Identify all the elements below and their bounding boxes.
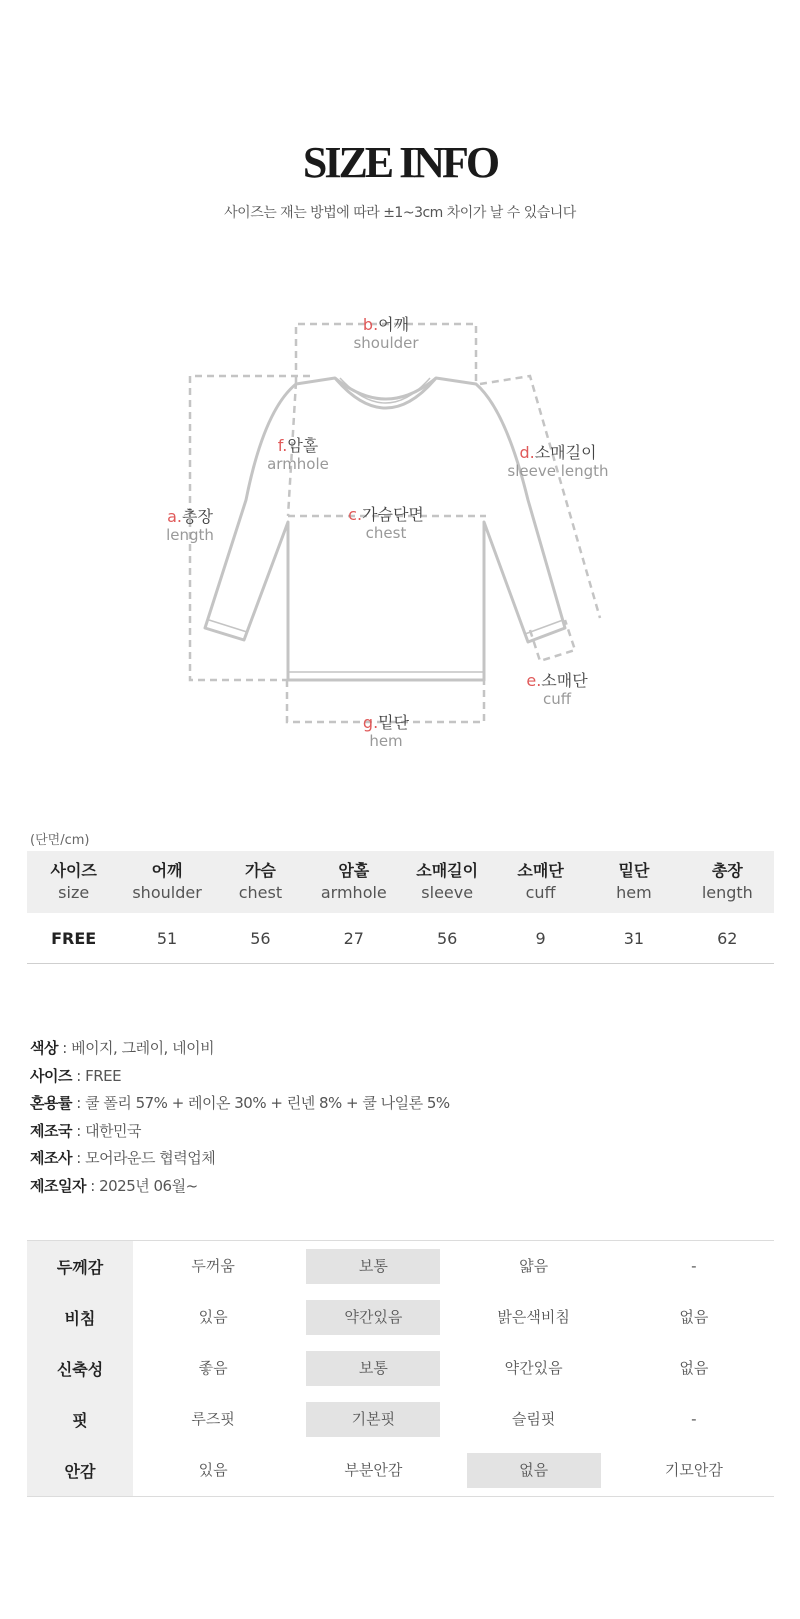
chest-label: c.가슴단면 [348,505,424,524]
attribute-option-cell [293,1241,453,1293]
attribute-option: - [691,1257,697,1275]
attribute-option: 기모안감 [664,1461,723,1479]
length-label: a.총장 [167,507,213,526]
separator: : [71,1094,86,1112]
armhole-label: f.암홀 [277,436,319,455]
attribute-option-cell [614,1343,774,1394]
attribute-option-selected: 없음 [467,1453,601,1488]
unit-note: (단면/cm) [30,833,90,848]
size-table-header [27,851,774,913]
size-header-cell [27,851,120,913]
product-info-label: 색상 [30,1039,58,1057]
attribute-option-selected: 보통 [306,1351,440,1386]
attribute-row [27,1292,774,1343]
size-header-ko: 암홀 [338,861,370,880]
attribute-option: 없음 [679,1359,709,1377]
attribute-option: 없음 [679,1308,709,1326]
attribute-option: 두꺼움 [191,1257,235,1275]
size-table-row [27,913,774,964]
product-info-value: 대한민국 [85,1121,142,1140]
size-cell: 9 [494,913,587,964]
separator: : [85,1176,100,1195]
attribute-label: 안감 [27,1445,133,1497]
product-info-label: 제조사 [30,1149,72,1167]
attribute-option: 루즈핏 [191,1410,235,1428]
size-header-ko: 소매길이 [416,861,479,880]
size-table [27,851,774,964]
fabric-attributes-table [27,1240,774,1497]
sleeve-label: d.소매길이 [519,443,597,462]
attribute-option-cell [614,1241,774,1293]
size-cell: 31 [587,913,680,964]
shoulder-label-en: shoulder [353,334,419,352]
product-info-line [30,1063,450,1091]
attribute-option-cell [133,1343,293,1394]
attribute-option-cell [133,1394,293,1445]
attribute-option-cell [454,1445,614,1497]
size-cell: 51 [120,913,213,964]
product-info-line [30,1118,450,1146]
separator: : [71,1149,86,1167]
attribute-row [27,1394,774,1445]
product-info-value: 2025년 06월~ [99,1176,198,1195]
attribute-option-cell [293,1394,453,1445]
product-info-value: FREE [85,1066,122,1085]
product-info-value: 쿨 폴리 57% + 레이온 30% + 린넨 8% + 쿨 나일론 5% [85,1094,450,1112]
attribute-option-cell [133,1241,293,1293]
product-info-line [30,1090,450,1118]
product-info-line [30,1145,450,1173]
shoulder-label: b.어깨 [362,315,410,334]
attribute-option-cell [293,1343,453,1394]
size-header-en: size [58,883,90,902]
product-info-value: 베이지, 그레이, 네이비 [71,1039,215,1057]
size-header-en: length [701,883,753,902]
size-header-en: sleeve [421,883,474,902]
attribute-option: 있음 [198,1461,228,1479]
product-info [30,1035,450,1200]
hem-label-en: hem [369,732,403,750]
attribute-row [27,1241,774,1293]
size-header-en: cuff [525,883,556,902]
attribute-label: 신축성 [27,1343,133,1394]
attribute-option-cell [614,1292,774,1343]
size-header-ko: 총장 [711,861,743,880]
page-subtitle: 사이즈는 재는 방법에 따라 ±1~3cm 차이가 날 수 있습니다 [224,205,576,221]
sleeve-label-en: sleeve length [507,462,609,480]
armhole-label-en: armhole [267,455,329,473]
size-cell: 56 [401,913,494,964]
cuff-label-en: cuff [542,690,572,708]
product-info-value: 모어라운드 협력업체 [85,1149,216,1167]
size-row-label: FREE [27,913,120,964]
separator: : [71,1066,86,1085]
attribute-option: 얇음 [519,1257,549,1275]
separator: : [71,1121,86,1140]
chest-label-en: chest [365,524,407,542]
size-header-ko: 어깨 [151,861,183,880]
attribute-row [27,1343,774,1394]
attribute-option-selected: 약간있음 [306,1300,440,1335]
size-header-cell [494,851,587,913]
attribute-option-cell [293,1445,453,1497]
attribute-label: 핏 [27,1394,133,1445]
attribute-option-cell [293,1292,453,1343]
attribute-option: 있음 [198,1308,228,1326]
size-header-en: chest [238,883,283,902]
size-cell: 62 [681,913,774,964]
size-header-cell [587,851,680,913]
size-header-cell [307,851,400,913]
product-info-label: 제조국 [30,1121,72,1140]
size-header-cell [214,851,307,913]
size-header-en: hem [616,883,652,902]
cuff-label: e.소매단 [526,671,588,690]
product-info-label: 제조일자 [30,1176,86,1195]
size-header-ko: 밑단 [618,861,650,880]
hem-label: g.밑단 [362,713,410,732]
size-diagram [160,310,640,760]
attribute-option-cell [454,1241,614,1293]
cuff-guide [530,620,575,661]
product-info-line [30,1035,450,1063]
length-label-en: length [166,526,214,544]
attribute-option: - [691,1410,697,1428]
product-info-line [30,1173,450,1201]
attribute-option-selected: 보통 [306,1249,440,1284]
size-header-cell [681,851,774,913]
size-header-cell [120,851,213,913]
size-header-cell [401,851,494,913]
attribute-option-cell [614,1394,774,1445]
attribute-option: 약간있음 [504,1359,563,1377]
size-header-ko: 가슴 [244,861,276,880]
attribute-option-cell [454,1343,614,1394]
size-header-ko: 사이즈 [50,861,97,880]
attribute-option-cell [614,1445,774,1497]
attribute-row [27,1445,774,1497]
attribute-label: 두께감 [27,1241,133,1293]
attribute-label: 비침 [27,1292,133,1343]
page-title: SIZE INFO [302,138,498,187]
product-info-label: 사이즈 [30,1066,72,1085]
attribute-option-cell [133,1445,293,1497]
size-cell: 27 [307,913,400,964]
attribute-option-selected: 기본핏 [306,1402,440,1437]
attribute-option-cell [133,1292,293,1343]
size-header-ko: 소매단 [517,861,564,880]
attribute-option: 부분안감 [344,1461,403,1479]
attribute-option: 슬림핏 [511,1410,556,1428]
attribute-option-cell [454,1394,614,1445]
separator: : [57,1039,72,1057]
product-info-label: 혼용률 [30,1094,72,1112]
attribute-option-cell [454,1292,614,1343]
size-header-en: armhole [320,883,387,902]
attribute-option: 밝은색비침 [497,1308,570,1326]
size-header-en: shoulder [132,883,202,902]
size-cell: 56 [214,913,307,964]
attribute-option: 좋음 [198,1359,228,1377]
